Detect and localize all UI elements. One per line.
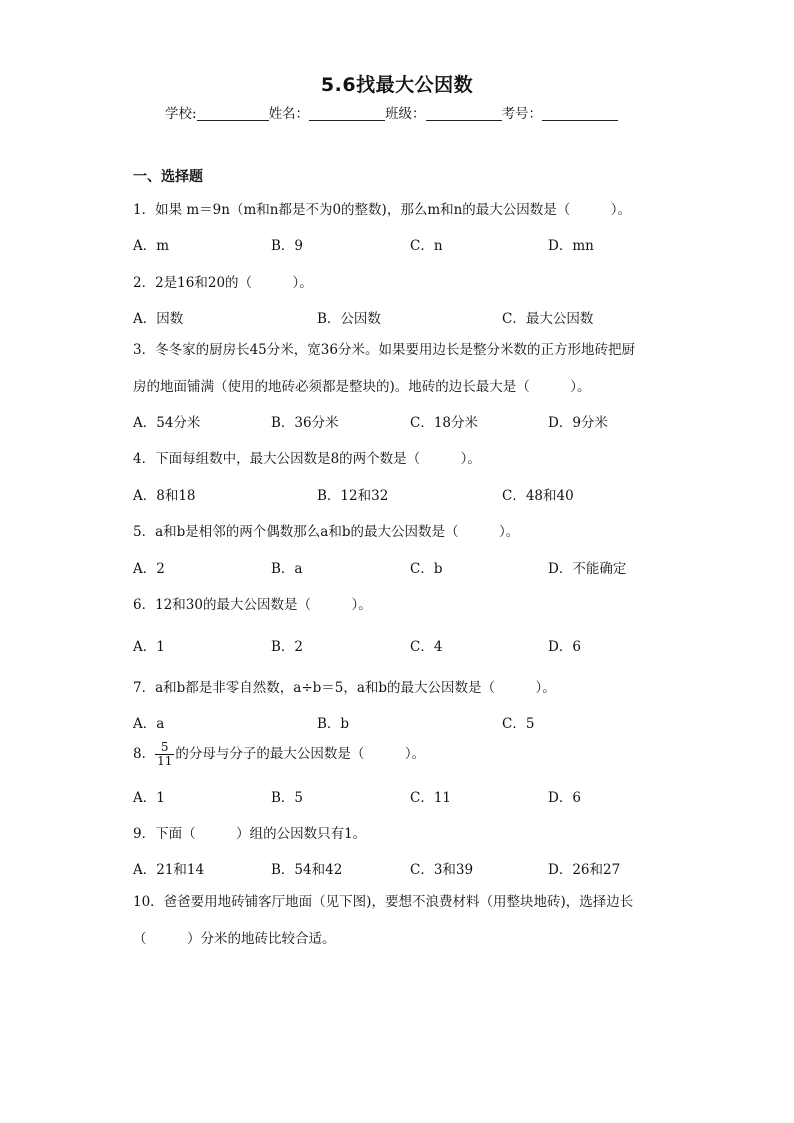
q2-option-b[interactable]: B．公因数: [317, 311, 381, 327]
q3-option-c[interactable]: C．18分米: [410, 415, 479, 431]
q3-option-b[interactable]: B．36分米: [271, 415, 339, 431]
q1-option-a[interactable]: A．m: [133, 238, 170, 254]
school-blank[interactable]: [197, 106, 269, 121]
q1-option-d[interactable]: D．mn: [548, 238, 594, 254]
q4-option-a[interactable]: A．8和18: [133, 488, 196, 504]
q8-option-c[interactable]: C．11: [410, 790, 452, 806]
q8-option-d[interactable]: D．6: [548, 790, 581, 806]
q6-option-b[interactable]: B．2: [271, 639, 304, 655]
q8-option-a[interactable]: A．1: [133, 790, 165, 806]
q1-option-b[interactable]: B．9: [271, 238, 304, 254]
question-4: 4．下面每组数中，最大公因数是8的两个数是（ ）。: [133, 451, 481, 467]
q4-option-b[interactable]: B．12和32: [317, 488, 389, 504]
question-10-line-1: 10．爸爸要用地砖铺客厅地面（见下图)，要想不浪费材料（用整块地砖)，选择边长: [133, 894, 634, 910]
q6-option-a[interactable]: A．1: [133, 639, 165, 655]
question-8-text: 的分母与分子的最大公因数是（ ）。: [175, 746, 426, 762]
question-10-line-2: （ ）分米的地砖比较合适。: [133, 931, 336, 947]
question-6: 6．12和30的最大公因数是（ ）。: [133, 597, 372, 613]
q9-option-b[interactable]: B．54和42: [271, 862, 343, 878]
student-info: [165, 102, 618, 122]
q7-option-c[interactable]: C．5: [502, 716, 535, 732]
question-7: 7．a和b都是非零自然数，a÷b＝5，a和b的最大公因数是（ ）。: [133, 680, 556, 696]
q2-option-a[interactable]: A．因数: [133, 311, 184, 327]
school-label: 学校:: [165, 106, 197, 122]
fraction-denominator: 11: [157, 754, 173, 768]
question-5: 5．a和b是相邻的两个偶数那么a和b的最大公因数是（ ）。: [133, 524, 520, 540]
exam-no-label: 考号：: [501, 106, 543, 122]
question-3-line-2: 房的地面铺满（使用的地砖必须都是整块的)。地砖的边长最大是（ ）。: [133, 379, 591, 395]
q6-option-c[interactable]: C．4: [410, 639, 443, 655]
page-title: 5.6找最大公因数: [320, 74, 474, 96]
q5-option-b[interactable]: B．a: [271, 561, 303, 577]
q5-option-c[interactable]: C．b: [410, 561, 443, 577]
question-3-line-1: 3．冬冬家的厨房长45分米，宽36分米。如果要用边长是整分米数的正方形地砖把厨: [133, 342, 635, 358]
q2-option-c[interactable]: C．最大公因数: [502, 311, 594, 327]
q7-option-b[interactable]: B．b: [317, 716, 350, 732]
section-heading: 一、选择题: [133, 169, 203, 185]
name-label: 姓名：: [268, 106, 310, 122]
q6-option-d[interactable]: D．6: [548, 639, 581, 655]
q4-option-c[interactable]: C．48和40: [502, 488, 574, 504]
question-1: 1．如果 m＝9n（m和n都是不为0的整数)，那么m和n的最大公因数是（ ）。: [133, 202, 632, 218]
fraction-numerator: 5: [155, 741, 174, 755]
question-2: 2．2是16和20的（ ）。: [133, 275, 313, 291]
q9-option-d[interactable]: D．26和27: [548, 862, 621, 878]
question-9: 9．下面（ ）组的公因数只有1。: [133, 826, 367, 842]
fraction: [155, 741, 174, 768]
name-blank[interactable]: [309, 106, 385, 121]
class-label: 班级：: [385, 106, 426, 122]
q9-option-a[interactable]: A．21和14: [133, 862, 205, 878]
q8-option-b[interactable]: B．5: [271, 790, 304, 806]
question-8: [133, 741, 425, 768]
q3-option-d[interactable]: D．9分米: [548, 415, 608, 431]
exam-no-blank[interactable]: [542, 106, 618, 121]
q5-option-d[interactable]: D．不能确定: [548, 561, 627, 577]
class-blank[interactable]: [426, 106, 502, 121]
q3-option-a[interactable]: A．54分米: [133, 415, 201, 431]
q1-option-c[interactable]: C．n: [410, 238, 443, 254]
q5-option-a[interactable]: A．2: [133, 561, 165, 577]
q9-option-c[interactable]: C．3和39: [410, 862, 474, 878]
q7-option-a[interactable]: A．a: [133, 716, 165, 732]
question-8-number: 8．: [133, 746, 156, 762]
